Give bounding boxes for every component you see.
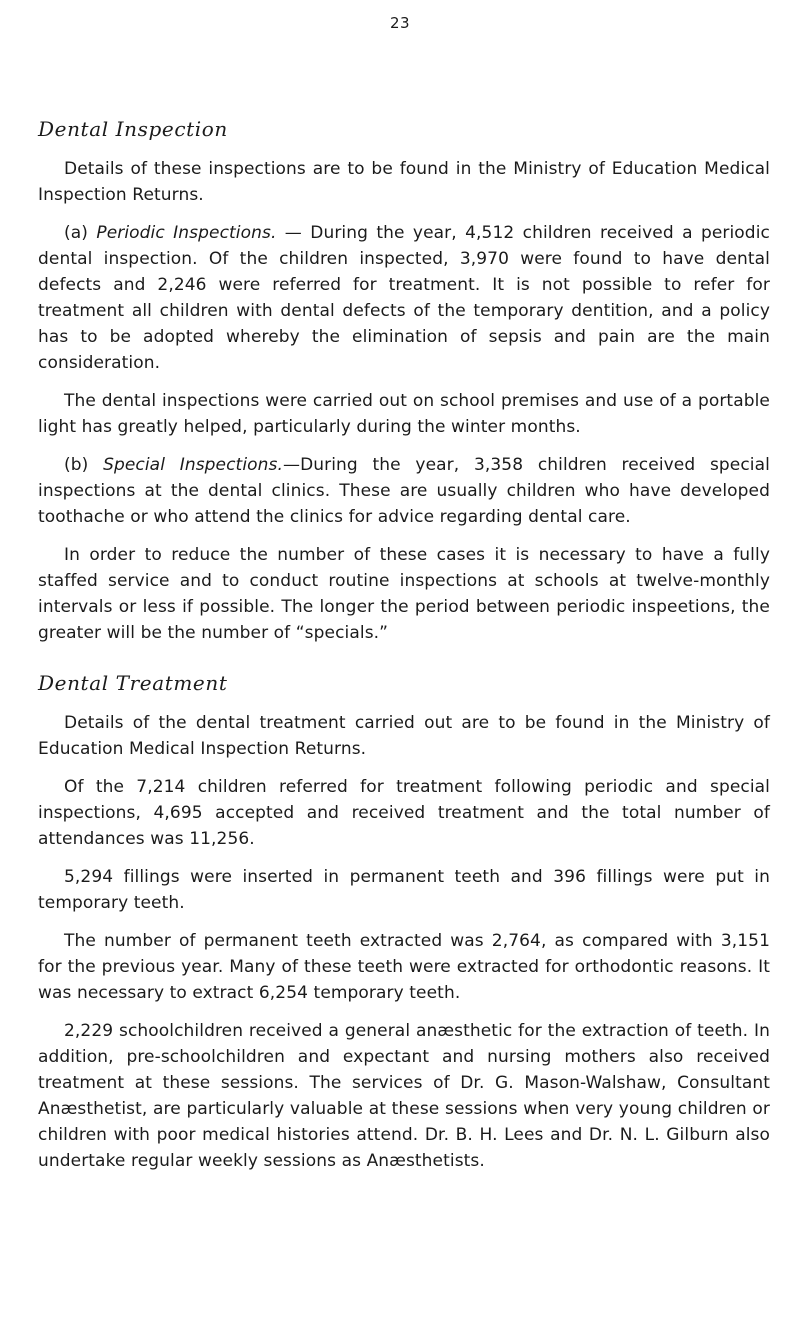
paragraph [38,864,770,916]
subheading-special-inspections: Special Inspections. [103,455,283,475]
document-body [38,114,770,1186]
paragraph-text: 5,294 fillings were inserted in permanent teeth and 396 fillings were put in temporary teeth. [38,867,770,913]
paragraph-special-inspections [38,452,770,530]
page-number: 23 [389,14,411,32]
list-marker: (a) [64,223,88,243]
paragraph [38,542,770,646]
subheading-periodic-inspections: Periodic Inspections. [96,223,277,243]
paragraph [38,774,770,852]
list-marker: (b) [64,455,89,475]
paragraph-text: Of the 7,214 children referred for treatment following periodic and special inspections, 4,695 accepted and received treatment and the total number of attendances was 11,256. [38,777,770,849]
section-heading-dental-treatment: Dental Treatment [38,671,228,695]
paragraph-text: 2,229 schoolchildren received a general anæsthetic for the extraction of teeth. In addition, pre-schoolchildren and expectant and nursing mothers also received treatment at these sessions. The services of Dr. G. Mason-Walshaw, Consultant Anæsthetist, are particularly valuable at these sessions when very young children or children with poor medical histories attend. Dr. B. H. Lees and Dr. N. L. Gilburn also undertake regular weekly sessions as Anæsthetists. [38,1021,770,1171]
paragraph-text: — During the year, 4,512 children received a periodic dental inspection. Of the children inspected, 3,970 were found to have dental defects and 2,246 were referred for treatment. It is not possible to refer for treatment all children with dental defects of the temporary dentition, and a policy has to be adopted whereby the elimination of sepsis and pain are the main consideration. [38,223,770,373]
paragraph-text: In order to reduce the number of these cases it is necessary to have a fully staffed service and to conduct routine inspections at schools at twelve-monthly intervals or less if possible. The longer the period between periodic inspeetions, the greater will be the number of “specials.” [38,545,770,643]
paragraph [38,928,770,1006]
paragraph [38,156,770,208]
paragraph-text: Details of the dental treatment carried out are to be found in the Ministry of Education Medical Inspection Returns. [38,713,770,759]
paragraph-text: The dental inspections were carried out on school premises and use of a portable light has greatly helped, particularly during the winter months. [38,391,770,437]
paragraph [38,388,770,440]
paragraph [38,1018,770,1174]
paragraph-periodic-inspections [38,220,770,376]
paragraph-text: The number of permanent teeth extracted was 2,764, as compared with 3,151 for the previous year. Many of these teeth were extracted for orthodontic reasons. It was necessary to extract 6,254 temporary teeth. [38,931,770,1003]
paragraph-text: Details of these inspections are to be found in the Ministry of Education Medical Inspection Returns. [38,159,770,205]
paragraph [38,710,770,762]
paragraph-text: —During the year, 3,358 children received special inspections at the dental clinics. These are usually children who have developed toothache or who attend the clinics for advice regarding dental care. [38,455,770,527]
section-heading-dental-inspection: Dental Inspection [38,117,228,141]
